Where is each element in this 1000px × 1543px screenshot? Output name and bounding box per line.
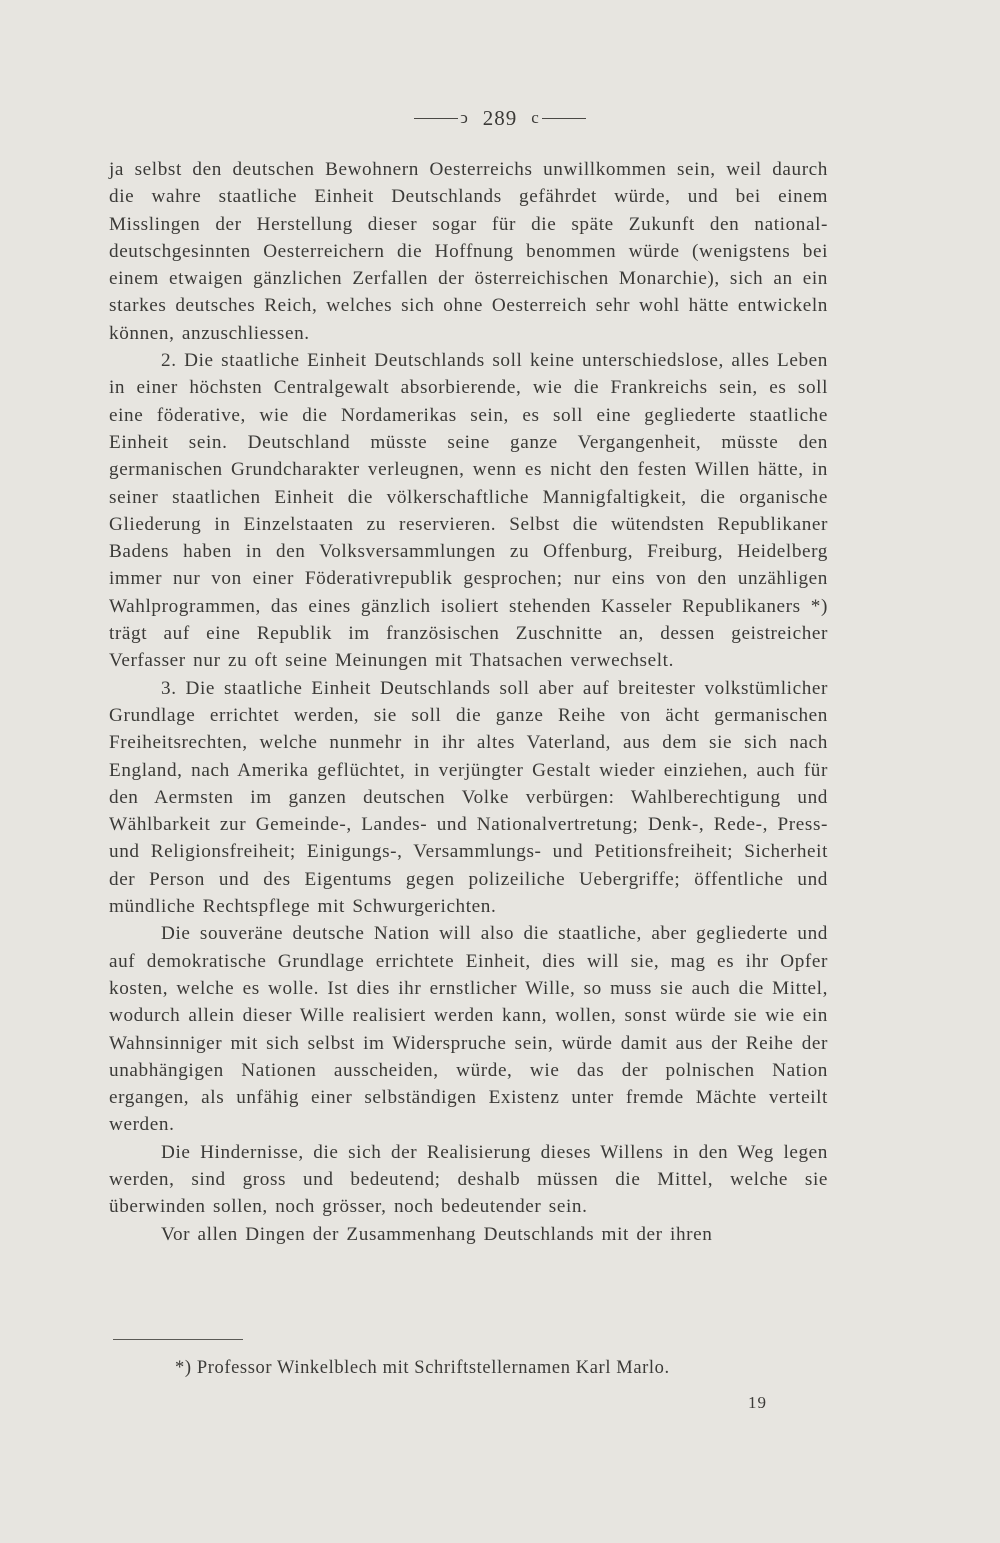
footnote-divider bbox=[113, 1339, 243, 1340]
body-text bbox=[109, 156, 828, 1248]
paragraph-final-line: Vor allen Dingen der Zusammenhang Deutschlands mit der ihren bbox=[161, 1223, 713, 1245]
paragraph-point-3: 3. Die staatliche Einheit Deutschlands soll aber auf breitester volkstümlicher Grundlage errichtet werden, sie soll die ganze Reihe von ächt germanischen Freiheitsrechten, welche nunmehr in ihr altes Vaterland, aus dem sie sich nach England, nach Amerika geflüchtet, in verjüngter Gestalt wieder einziehen, auch für den Aermsten im ganzen deutschen Volke verbürgen: Wahlberechtigung und Wählbarkeit zur Gemeinde-, Landes- und Nationalvertretung; Denk-, Rede-, Press- und Religionsfreiheit; Einigungs-, Versammlungs- und Petitionsfreiheit; Sicherheit der Person und des Eigentums gegen polizeiliche Uebergriffe; öffentliche und mündliche Rechtspflege mit Schwurgerichten. bbox=[109, 677, 828, 918]
header-left-rule bbox=[414, 118, 458, 119]
paragraph-point-2: 2. Die staatliche Einheit Deutschlands soll keine unterschiedslose, alles Leben in einer höchsten Centralgewalt absorbierende, wie die Frankreichs sein, es soll eine föderative, wie die Nordamerikas sein, es soll eine gegliederte staatliche Einheit sein. Deutschland müsste seine ganze Vergangenheit, müsste den germanischen Grundcharakter verleugnen, wenn es nicht den festen Willen hätte, in seiner staatlichen Einheit die völkerschaftliche Mannigfaltigkeit, die organische Gliederung in Einzelstaaten zu reservieren. Selbst die wütendsten Republikaner Badens haben in den Volksversammlungen zu Offenburg, Freiburg, Heidelberg immer nur von einer Föderativrepublik gesprochen; nur eins von den unzähligen Wahlprogrammen, das eines gänzlich isoliert stehenden Kasseler Republikaners *) trägt auf eine Republik im französischen Zuschnitte an, dessen geistreicher Verfasser nur zu oft seine Meinungen mit Thatsachen verwechselt. bbox=[109, 350, 828, 672]
page-header bbox=[0, 104, 1000, 131]
header-right-ornament: c bbox=[531, 108, 540, 128]
signature-mark: 19 bbox=[748, 1393, 767, 1412]
paragraph-continuation: ja selbst den deutschen Bewohnern Oesterreichs unwillkommen sein, weil daurch die wahre staatliche Einheit Deutschlands gefährdet würde, und bei einem Misslingen der Herstellung dieser sogar für die späte Zukunft den national-deutschgesinnten Oesterreichern die Hoffnung benommen würde (wenigstens bei einem etwaigen gänzlichen Zerfallen der österreichischen Monarchie), sich an ein starkes deutsches Reich, welches sich ohne Oesterreich sehr wohl hätte entwickeln können, anzuschliessen. bbox=[109, 159, 828, 344]
footnote: *) Professor Winkelblech mit Schriftstellernamen Karl Marlo. bbox=[175, 1358, 670, 1378]
header-right-rule bbox=[542, 118, 586, 119]
header-left-ornament: ↄ bbox=[460, 108, 469, 128]
page-number: 289 bbox=[482, 105, 518, 130]
paragraph-obstacles: Die Hindernisse, die sich der Realisierung dieses Willens in den Weg legen werden, sind gross und bedeutend; deshalb müssen die Mittel, welche sie überwinden sollen, noch grösser, noch bedeutender sein. bbox=[109, 1141, 828, 1218]
paragraph-sovereign-nation: Die souveräne deutsche Nation will also die staatliche, aber gegliederte und auf demokratische Grundlage errichtete Einheit, dies will sie, mag es ihr Opfer kosten, welche es wolle. Ist dies ihr ernstlicher Wille, so muss sie auch die Mittel, wodurch allein dieser Wille realisiert werden kann, wollen, sonst würde sie wie ein Wahnsinniger mit sich selbst im Widerspruche sein, würde damit aus der Reihe der unabhängigen Nationen ausscheiden, würde, wie das der polnischen Nation ergangen, als unfähig einer selbständigen Existenz unter fremde Mächte verteilt werden. bbox=[109, 923, 828, 1136]
